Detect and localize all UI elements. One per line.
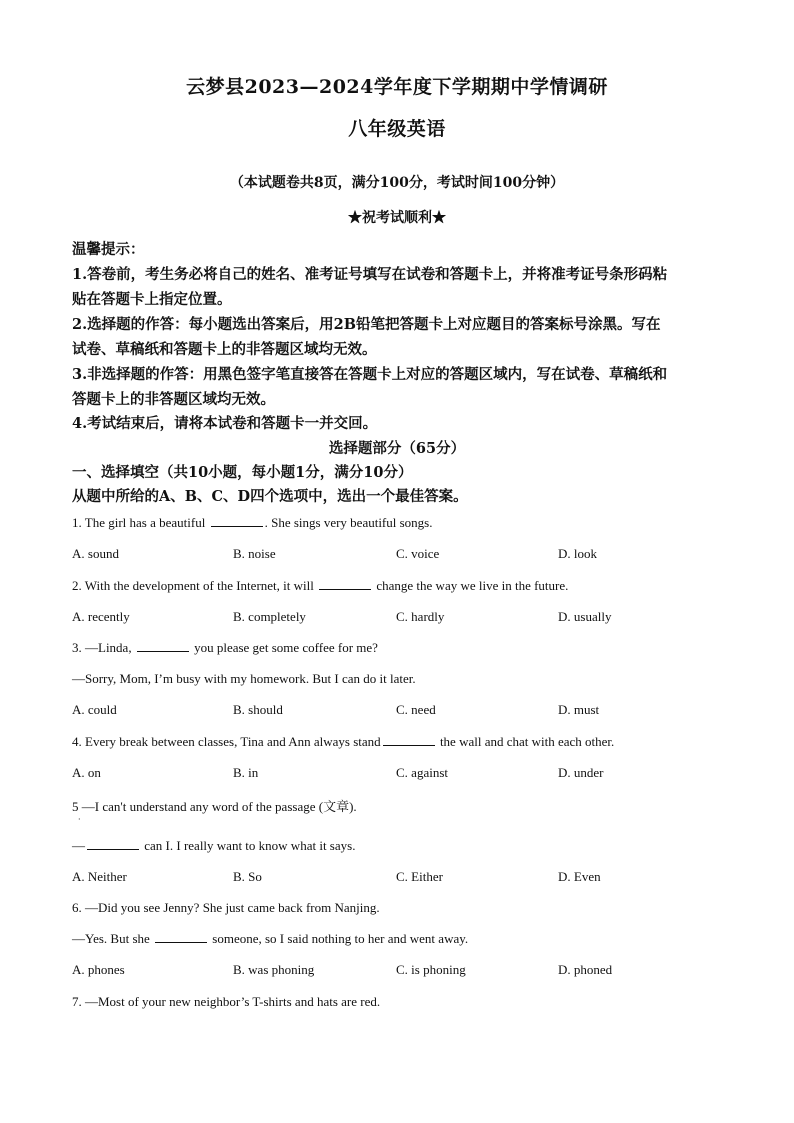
option-c: C. voice [396,546,440,561]
option-d: D. phoned [558,962,613,977]
tip-line: 4.考试结束后，请将本试卷和答题卡一并交回。 [72,415,378,432]
option-b: B. in [233,765,259,780]
option-a: A. sound [72,546,119,561]
answer-blank [383,734,435,746]
option-a: A. Neither [72,869,127,884]
option-c: C. hardly [396,609,445,624]
exam-info: （本试题卷共8页，满分100分，考试时间100分钟） [229,175,565,191]
option-b: B. So [233,869,262,884]
option-d: D. under [558,765,604,780]
question-response: — can I. I really want to know what it says. [72,838,356,853]
part-instruction: 从题中所给的A、B、C、D四个选项中，选出一个最佳答案。 [72,488,468,505]
tip-line: 试卷、草稿纸和答题卡上的非答题区域均无效。 [72,341,377,358]
tip-line: 3.非选择题的作答：用黑色签字笔直接答在答题卡上对应的答题区域内，写在试卷、草稿纸和 [72,366,668,383]
question-stem: 3. —Linda, you please get some coffee for me? [72,640,378,655]
option-b: B. should [233,702,283,717]
option-d: D. look [558,546,597,561]
answer-blank [211,515,263,527]
option-a: A. could [72,702,117,717]
dialogue-line: —Sorry, Mom, I’m busy with my homework. But I can do it later. [72,671,416,686]
question-response: —Yes. But she someone, so I said nothing to her and went away. [72,931,469,946]
good-luck-wish: ★祝考试顺利★ [348,210,446,226]
tip-line: 贴在答题卡上指定位置。 [72,291,232,308]
question-stem: 4. Every break between classes, Tina and Ann always stand the wall and chat with each other. [72,734,615,749]
option-b: B. completely [233,609,306,624]
exam-subject: 八年级英语 [348,118,446,140]
option-c: C. is phoning [396,962,466,977]
option-c: C. against [396,765,448,780]
answer-blank [319,578,371,590]
tips-heading: 温馨提示： [72,241,145,258]
answer-blank [87,838,139,850]
part-heading: 一、选择填空（共10小题，每小题1分，满分10分） [72,464,413,481]
tip-line: 1.答卷前，考生务必将自己的姓名、准考证号填写在试卷和答题卡上，并将准考证号条形码粘 [72,266,668,283]
option-a: A. recently [72,609,130,624]
tip-line: 2.选择题的作答：每小题选出答案后，用2B铅笔把答题卡上对应题目的答案标号涂黑。写在 [72,316,661,333]
answer-blank [137,640,189,652]
question-stem: 7. —Most of your new neighbor’s T-shirts and hats are red. [72,994,381,1009]
question-stem: 5 —I can't understand any word of the passage (文章). [72,799,357,814]
stray-mark: · [78,815,81,824]
option-d: D. must [558,702,600,717]
question-stem: 6. —Did you see Jenny? She just came back from Nanjing. [72,900,380,915]
exam-title: 云梦县2023—2024学年度下学期期中学情调研 [186,76,608,98]
question-stem: 1. The girl has a beautiful . She sings very beautiful songs. [72,515,433,530]
option-c: C. Either [396,869,443,884]
answer-blank [155,931,207,943]
option-a: A. on [72,765,101,780]
section-title: 选择题部分（65分） [328,440,466,457]
option-d: D. Even [558,869,601,884]
option-c: C. need [396,702,436,717]
option-a: A. phones [72,962,125,977]
question-stem: 2. With the development of the Internet, it will change the way we live in the future. [72,578,569,593]
option-b: B. was phoning [233,962,315,977]
option-b: B. noise [233,546,276,561]
tip-line: 答题卡上的非答题区域均无效。 [72,391,275,408]
option-d: D. usually [558,609,612,624]
